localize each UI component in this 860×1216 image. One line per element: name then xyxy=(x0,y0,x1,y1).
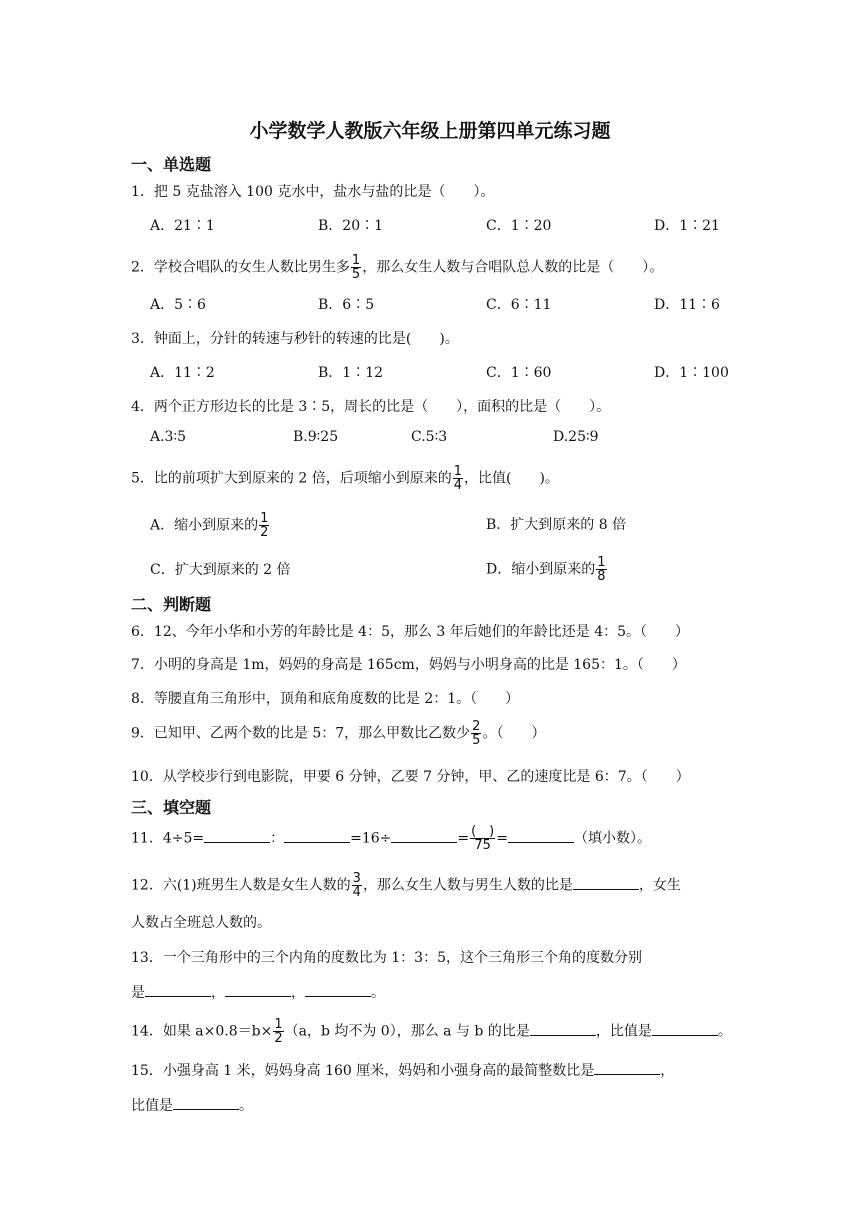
q2-text-post: ，那么女生人数与合唱队总人数的比是（ ）。 xyxy=(362,259,664,276)
question-13: 13．一个三角形中的三个内角的度数比为 1：3：5，这个三角形三个角的度数分别 xyxy=(131,950,642,966)
q5-fraction xyxy=(453,465,463,492)
q14-text-mid: （a，b 均不为 0），那么 a 与 b 的比是 xyxy=(284,1023,530,1040)
q9-fraction xyxy=(471,720,481,747)
answer-blank[interactable] xyxy=(652,1021,718,1036)
q5-option-d-fraction xyxy=(596,556,606,583)
q13-sep-1: ， xyxy=(211,985,225,1001)
q14-end: 。 xyxy=(717,1023,732,1040)
section-heading-single-choice: 一、单选题 xyxy=(131,155,212,174)
q11-fraction xyxy=(470,825,495,852)
question-10: 10．从学校步行到电影院，甲要 6 分钟，乙要 7 分钟，甲、乙的速度比是 6：7。（ ） xyxy=(131,769,690,785)
fraction-denominator: 8 xyxy=(597,569,606,584)
fraction-numerator: 1 xyxy=(597,555,606,570)
answer-blank[interactable] xyxy=(305,982,371,997)
q5-option-d xyxy=(486,556,608,583)
question-12-line-2: 人数占全班总人数的。 xyxy=(131,915,271,931)
answer-blank[interactable] xyxy=(173,1095,239,1110)
q4-option-b: B.9∶25 xyxy=(293,429,339,445)
question-7: 7．小明的身高是 1m，妈妈的身高是 165cm，妈妈与小明身高的比是 165：1。（ ） xyxy=(131,657,686,673)
fraction-numerator: ( ) xyxy=(471,824,495,839)
question-1: 1．把 5 克盐溶入 100 克水中，盐水与盐的比是（ ）。 xyxy=(131,184,495,200)
q9-text-pre: 9．已知甲、乙两个数的比是 5：7，那么甲数比乙数少 xyxy=(131,725,471,742)
question-9 xyxy=(131,720,545,747)
q11-text-1: 11．4÷5= xyxy=(131,830,205,847)
question-4: 4．两个正方形边长的比是 3∶5，周长的比是（ ），面积的比是（ ）。 xyxy=(131,399,611,415)
fraction-denominator: 2 xyxy=(260,525,269,540)
q13-end: 。 xyxy=(371,985,385,1001)
fraction-numerator: 1 xyxy=(351,253,361,268)
section-heading-fill-in: 三、填空题 xyxy=(131,798,212,817)
fraction-denominator: 4 xyxy=(453,478,462,493)
question-13-line-2 xyxy=(131,982,385,1002)
q5-option-a-text: A．缩小到原来的 xyxy=(150,517,259,534)
q5-option-d-text: D．缩小到原来的 xyxy=(486,561,596,578)
answer-blank[interactable] xyxy=(225,982,291,997)
answer-blank[interactable] xyxy=(284,828,350,843)
question-8: 8．等腰直角三角形中，顶角和底角度数的比是 2：1。（ ） xyxy=(131,691,520,707)
q2-text-pre: 2．学校合唱队的女生人数比男生多 xyxy=(131,259,350,276)
q11-text-4: = xyxy=(457,830,470,847)
question-3: 3．钟面上，分针的转速与秒针的转速的比是( )。 xyxy=(131,331,459,347)
fraction-denominator: 75 xyxy=(474,838,491,853)
fraction-numerator: 1 xyxy=(274,1017,283,1032)
q15-text-a: 比值是 xyxy=(131,1098,173,1114)
q3-option-c: C．1∶60 xyxy=(486,365,552,381)
q5-option-a xyxy=(150,512,270,539)
question-14 xyxy=(131,1018,732,1045)
q13-text-a: 是 xyxy=(131,985,145,1001)
fraction-denominator: 5 xyxy=(351,267,361,282)
q4-option-d: D.25∶9 xyxy=(553,429,599,445)
q2-fraction xyxy=(351,254,361,281)
answer-blank[interactable] xyxy=(508,828,574,843)
q12-fraction xyxy=(352,872,362,899)
q12-text-pre: 12．六(1)班男生人数是女生人数的 xyxy=(131,877,351,894)
q3-option-a: A．11∶2 xyxy=(150,365,215,381)
answer-blank[interactable] xyxy=(594,1060,660,1075)
q5-option-a-fraction xyxy=(259,512,269,539)
q11-text-5: = xyxy=(496,830,508,847)
fraction-numerator: 1 xyxy=(260,511,269,526)
q2-option-a: A．5∶6 xyxy=(150,297,206,313)
q13-sep-2: ， xyxy=(291,985,305,1001)
question-5 xyxy=(131,465,559,492)
q12-text-tail: ，女生 xyxy=(638,877,681,894)
answer-blank[interactable] xyxy=(530,1021,596,1036)
q1-option-c: C．1∶20 xyxy=(486,218,552,234)
q1-option-d: D．1∶21 xyxy=(654,218,720,234)
q2-option-d: D．11∶6 xyxy=(654,297,720,313)
question-15-line-2 xyxy=(131,1095,253,1115)
q11-text-2: ： xyxy=(270,830,285,847)
q14-text-pre: 14．如果 a×0.8＝b× xyxy=(131,1023,273,1040)
answer-blank[interactable] xyxy=(391,828,457,843)
q2-option-b: B．6∶5 xyxy=(318,297,375,313)
q15-end-1: ， xyxy=(660,1063,675,1079)
q5-option-b: B．扩大到原来的 8 倍 xyxy=(486,517,627,533)
fraction-denominator: 2 xyxy=(274,1031,283,1046)
q15-end-2: 。 xyxy=(239,1098,253,1114)
q11-text-6: （填小数）。 xyxy=(574,830,651,847)
q9-text-post: 。（ ） xyxy=(482,725,546,742)
q1-option-b: B．20∶1 xyxy=(318,218,384,234)
q3-option-b: B．1∶12 xyxy=(318,365,384,381)
q2-option-c: C．6∶11 xyxy=(486,297,552,313)
question-11 xyxy=(131,825,651,852)
q15-text: 15．小强身高 1 米，妈妈身高 160 厘米，妈妈和小强身高的最简整数比是 xyxy=(131,1063,595,1079)
answer-blank[interactable] xyxy=(573,875,639,890)
question-15 xyxy=(131,1060,674,1080)
q4-option-a: A.3∶5 xyxy=(150,429,187,445)
question-12 xyxy=(131,872,681,899)
question-6: 6．12、今年小华和小芳的年龄比是 4：5，那么 3 年后她们的年龄比还是 4：5。（ ） xyxy=(131,624,690,640)
page-title: 小学数学人教版六年级上册第四单元练习题 xyxy=(249,120,611,142)
question-2 xyxy=(131,254,663,281)
section-heading-true-false: 二、判断题 xyxy=(131,595,212,614)
answer-blank[interactable] xyxy=(204,828,270,843)
q5-option-c: C．扩大到原来的 2 倍 xyxy=(150,562,291,578)
answer-blank[interactable] xyxy=(145,982,211,997)
q1-option-a: A．21∶1 xyxy=(150,218,215,234)
q3-option-d: D．1∶100 xyxy=(654,365,729,381)
q4-option-c: C.5∶3 xyxy=(411,429,448,445)
q5-text-pre: 5．比的前项扩大到原来的 2 倍，后项缩小到原来的 xyxy=(131,470,452,487)
fraction-denominator: 4 xyxy=(352,885,361,900)
q14-fraction xyxy=(273,1018,283,1045)
fraction-numerator: 2 xyxy=(472,719,481,734)
fraction-denominator: 5 xyxy=(472,733,481,748)
q11-text-3: =16÷ xyxy=(350,830,392,847)
fraction-numerator: 1 xyxy=(453,464,462,479)
q12-text-post: ，那么女生人数与男生人数的比是 xyxy=(362,877,573,894)
q14-text-mid2: ，比值是 xyxy=(595,1023,652,1040)
q5-text-post: ，比值( )。 xyxy=(464,470,559,487)
fraction-numerator: 3 xyxy=(352,871,361,886)
